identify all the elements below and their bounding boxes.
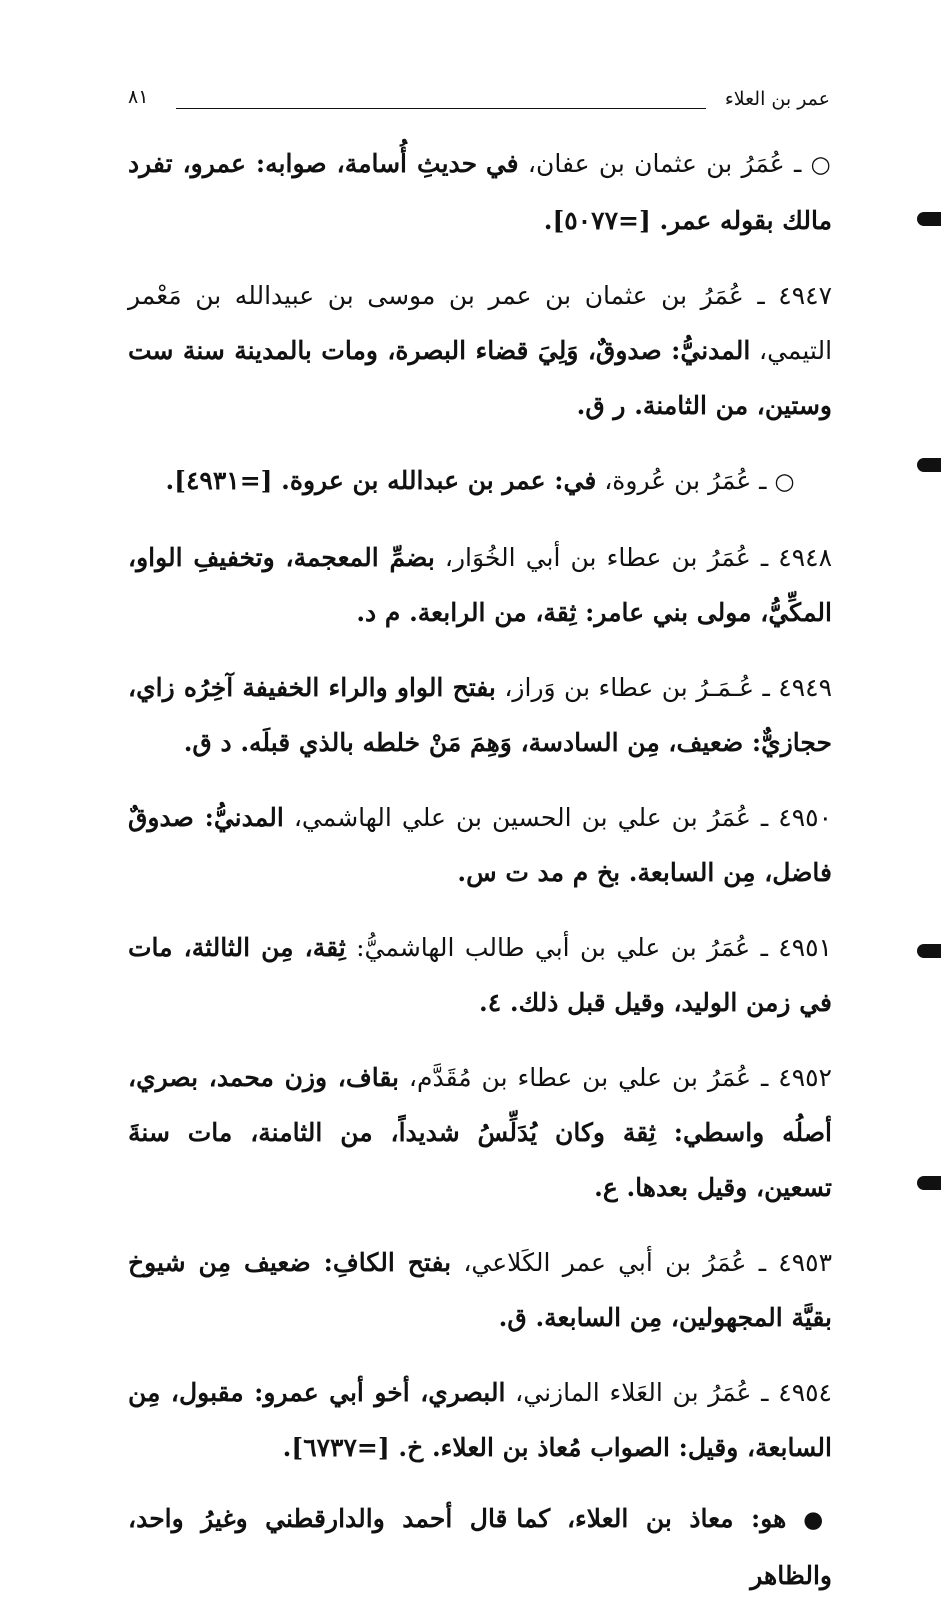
entry-number: ٤٩٤٩ (778, 673, 832, 702)
entry-body: كما قال أحمد والدارقطني وغيرُ واحد، والظاهر (128, 1504, 832, 1590)
entry-lead: ـ عُمَرُ بن علي بن عطاء بن مُقَدَّم، (408, 1063, 769, 1092)
running-header (128, 88, 830, 118)
entry (128, 268, 832, 433)
entry-number: ٤٩٥٣ (778, 1248, 833, 1277)
hollow-circle-marker-icon: ○ (774, 469, 795, 495)
entry-number: ٤٩٥٢ (778, 1063, 832, 1092)
entry-body: بضمِّ المعجمة، وتخفيفِ الواو، المكِّيُّ، مولى بني عامر: ثِقة، من الرابعة. م د. (128, 543, 832, 627)
entry-lead: ـ عُمَرُ بن أبي عمر الكَلاعي، (463, 1248, 767, 1277)
entry (128, 1235, 832, 1345)
page-edge-tab-mark (917, 458, 941, 472)
page-edge-tab-mark (917, 1176, 941, 1190)
entry (128, 790, 832, 900)
entry-body: ثِقة، مِن الثالثة، مات في زمن الوليد، وقيل قبل ذلك. ٤. (128, 933, 832, 1017)
entry-lead: هو: معاذ بن العلاء، (566, 1504, 787, 1533)
page-edge-tab-mark (917, 212, 941, 226)
entry-body: بقاف، وزن محمد، بصري، أصلُه واسطي: ثِقة وكان يُدَلِّسُ شديداً، من الثامنة، مات سنةَ تسعين، وقيل بعدها. ع. (128, 1063, 832, 1202)
entry-cross-reference (128, 453, 832, 510)
entry (128, 920, 832, 1030)
entry-body: المدنيُّ: صدوقٌ فاضل، مِن السابعة. بخ م مد ت س. (128, 803, 832, 887)
entry-number: ٤٩٥١ (778, 933, 832, 962)
entry-lead: ـ عُمَرُ بن عثمان بن عمر بن موسى بن عبيدالله بن مَعْمر التيمي، (128, 281, 833, 365)
header-rule (176, 108, 706, 109)
entries-list (128, 136, 832, 1623)
entry-lead: ـ عُمَرُ بن عثمان بن عفان، (527, 149, 802, 178)
entry-lead: ـ عُمَرُ بن العَلاء المازني، (515, 1378, 769, 1407)
entry-lead: ـ عُـمَـرُ بن عطاء بن وَراز، (504, 673, 770, 702)
entry-lead: ـ عُمَرُ بن عُروة، (604, 466, 767, 495)
entry-body: بفتح الواو والراء الخفيفة آخِرُه زاي، حجازيٌّ: ضعيف، مِن السادسة، وَهِمَ مَنْ خلطه بالذي قبلَه. د ق. (128, 673, 832, 757)
entry (128, 530, 832, 640)
entry-body: البصري، أخو أبي عمرو: مقبول، مِن السابعة، وقيل: الصواب مُعاذ بن العلاء. خ. [=٦٧٣٧]. (128, 1378, 832, 1462)
entry-body: بفتح الكافِ: ضعيف مِن شيوخ بقيَّة المجهولين، مِن السابعة. ق. (128, 1248, 832, 1332)
entry-body: في حديثِ أُسامة، صوابه: عمرو، تفرد مالك بقوله عمر. [=٥٠٧٧]. (128, 149, 832, 235)
hollow-circle-marker-icon: ○ (810, 152, 833, 178)
entry-number: ٤٩٤٨ (778, 543, 833, 572)
entry-number: ٤٩٤٧ (778, 281, 833, 310)
entry-lead: ـ عُمَرُ بن عطاء بن أبي الخُوَار، (444, 543, 769, 572)
entry-number: ٤٩٥٤ (778, 1378, 832, 1407)
page-number: ٨١ (128, 86, 149, 108)
entry-number: ٤٩٥٠ (778, 803, 832, 832)
filled-circle-marker-icon: ● (803, 1507, 833, 1533)
entry-body: المدنيُّ: صدوقٌ، وَلِيَ قضاء البصرة، ومات بالمدينة سنة ست وستين، من الثامنة. ر ق. (128, 336, 832, 420)
entry (128, 1050, 832, 1215)
entry (128, 660, 832, 770)
entry-body: في: عمر بن عبدالله بن عروة. [=٤٩٣١]. (165, 466, 597, 495)
page-edge-tab-mark (917, 944, 941, 958)
entry-lead: ـ عُمَرُ بن علي بن الحسين بن علي الهاشمي، (293, 803, 769, 832)
entry-lead: ـ عُمَرُ بن علي بن أبي طالب الهاشميُّ: (356, 933, 768, 962)
entry-note (128, 1491, 832, 1603)
entry (128, 1365, 832, 1475)
running-title: عمر بن العلاء (724, 88, 830, 110)
entry-cross-reference (128, 136, 832, 248)
